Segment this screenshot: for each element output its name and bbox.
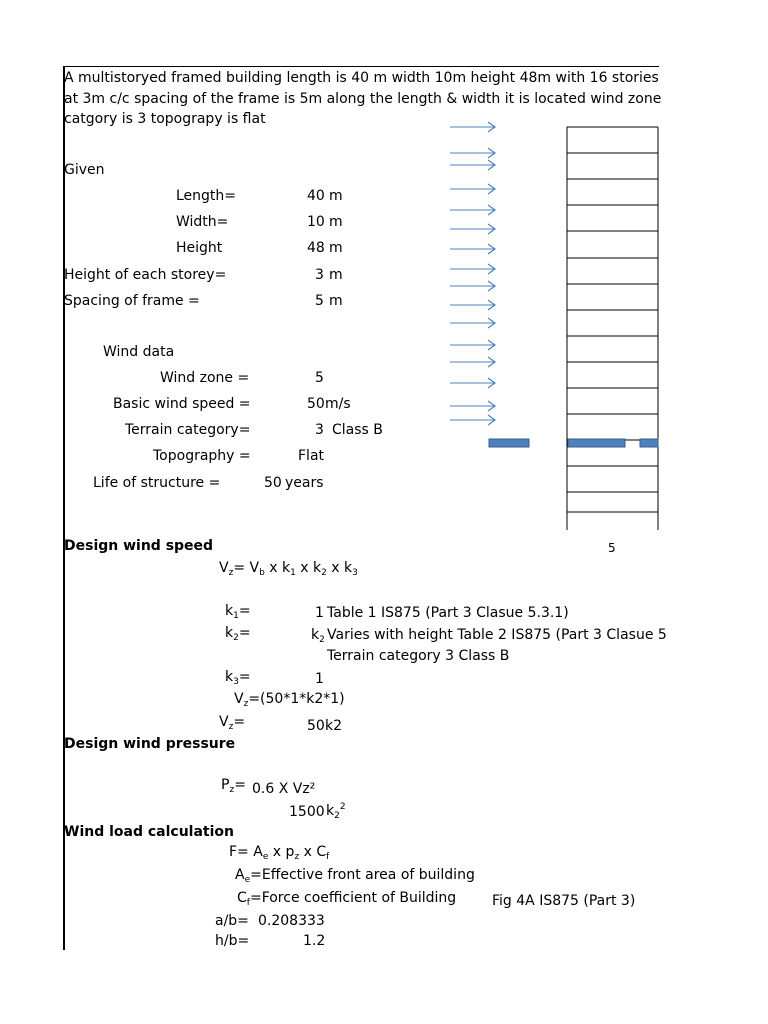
k2-note: Varies with height Table 2 IS875 (Part 3 Clasue 5: [327, 627, 667, 643]
ab-value: 0.208333: [258, 913, 325, 929]
wind-arrow-icon: [450, 281, 495, 291]
vz-expr: (50*1*k2*1): [260, 691, 345, 707]
height-value: 48: [307, 240, 325, 256]
given-heading: Given: [64, 162, 105, 178]
wind-speed-unit: m/s: [325, 396, 351, 412]
k1-note: Table 1 IS875 (Part 3 Clasue 5.3.1): [327, 605, 569, 621]
terrain-value: 3: [315, 422, 324, 438]
building-diagram: [440, 115, 665, 535]
pz-expr: 0.6 X Vz²: [252, 781, 316, 797]
height-label: Height: [176, 240, 223, 256]
wind-load-heading: Wind load calculation: [64, 824, 234, 840]
intro-line-1: A multistoryed framed building length is 40 m width 10m height 48m with 16 stories: [64, 70, 659, 86]
life-value: 50: [264, 475, 282, 491]
spacing-value: 5: [315, 293, 324, 309]
wind-arrow-icon: [450, 264, 495, 274]
topography-value: Flat: [298, 448, 325, 464]
intro-line-2: at 3m c/c spacing of the frame is 5m along the length & width it is located wind zone: [64, 91, 662, 107]
wind-zone-value: 5: [315, 370, 324, 386]
cf-label: $C_f=Force$ coefficient of Building: [237, 890, 457, 908]
length-unit: m: [329, 188, 343, 204]
design-speed-heading: Design wind speed: [64, 538, 214, 554]
storey-grid: [567, 127, 658, 530]
sheet-left-border: [63, 66, 65, 950]
terrain-class: Class B: [332, 422, 383, 438]
life-unit: years: [285, 475, 324, 491]
wind-arrow-icon: [450, 401, 495, 411]
ae-label: $A_e=Effective$ front area of building: [235, 867, 475, 885]
vz-formula: $V_z= V_b$ x $k_1$ x $k_2$ x $k_3$: [219, 560, 358, 578]
hb-value: 1.2: [303, 933, 326, 949]
spacing-label: Spacing of frame =: [64, 293, 200, 309]
wind-arrow-icon: [450, 378, 495, 388]
wind-arrow-icon: [450, 148, 495, 158]
sheet-top-border: [63, 66, 659, 67]
wind-arrows: [450, 122, 495, 425]
pz-k2: $k_2^2$: [326, 802, 346, 821]
pz-label: $P_z=$: [221, 777, 246, 795]
wind-arrow-icon: [450, 357, 495, 367]
vz-unit: k2: [325, 718, 343, 734]
beam-shape: [489, 439, 529, 447]
k3-label: $k_3=$: [225, 669, 251, 687]
k2-label: $k_2=$: [225, 625, 251, 643]
terrain-label: Terrain category=: [125, 422, 251, 438]
wind-speed-label: Basic wind speed =: [113, 396, 251, 412]
force-formula: $F= A_e$ x $p_z$ x $C_f$: [229, 844, 330, 862]
width-value: 10: [307, 214, 325, 230]
storey-unit: m: [329, 267, 343, 283]
k3-value: 1: [315, 671, 324, 687]
vz-value: 50: [307, 718, 325, 734]
wind-arrow-icon: [450, 224, 495, 234]
beam-shape: [640, 439, 658, 447]
design-pressure-heading: Design wind pressure: [64, 736, 236, 752]
wind-arrow-icon: [450, 300, 495, 310]
wind-arrow-icon: [450, 160, 495, 170]
beam-shape: [568, 439, 625, 447]
intro-line-3: catgory is 3 topograpy is flat: [64, 111, 266, 127]
width-unit: m: [329, 214, 343, 230]
length-label: Length=: [176, 188, 237, 204]
vz-label: $V_z=$: [219, 714, 246, 732]
k1-value: 1: [315, 605, 324, 621]
width-label: Width=: [176, 214, 229, 230]
pz-value: 1500: [289, 804, 325, 820]
k2-note-terrain: Terrain category 3 Class B: [327, 648, 510, 664]
wind-data-heading: Wind data: [103, 344, 175, 360]
topography-label: Topography =: [153, 448, 251, 464]
height-unit: m: [329, 240, 343, 256]
wind-arrow-icon: [450, 205, 495, 215]
wind-arrow-icon: [450, 244, 495, 254]
storey-value: 3: [315, 267, 324, 283]
storey-label: Height of each storey=: [64, 267, 227, 283]
length-value: 40: [307, 188, 325, 204]
ae-desc: Effective front area of building: [261, 867, 475, 883]
wind-zone-label: Wind zone =: [160, 370, 250, 386]
k1-label: $k_1=$: [225, 603, 251, 621]
vz-expr-label: $V_z=(50*1*k2*1)$: [234, 691, 345, 709]
cf-desc: Force coefficient of Building: [261, 890, 457, 906]
life-label: Life of structure =: [93, 475, 221, 491]
spacing-unit: m: [329, 293, 343, 309]
hb-label: h/b=: [215, 933, 250, 949]
frame-spacing-label: 5: [608, 541, 616, 555]
cf-reference: Fig 4A IS875 (Part 3): [492, 893, 636, 909]
wind-arrow-icon: [450, 415, 495, 425]
wind-arrow-icon: [450, 184, 495, 194]
wind-arrow-icon: [450, 122, 495, 132]
wind-arrow-icon: [450, 340, 495, 350]
k2-symbol: $k_2$: [311, 627, 325, 645]
wind-speed-value: 50: [307, 396, 325, 412]
ab-label: a/b=: [215, 913, 249, 929]
wind-arrow-icon: [450, 318, 495, 328]
